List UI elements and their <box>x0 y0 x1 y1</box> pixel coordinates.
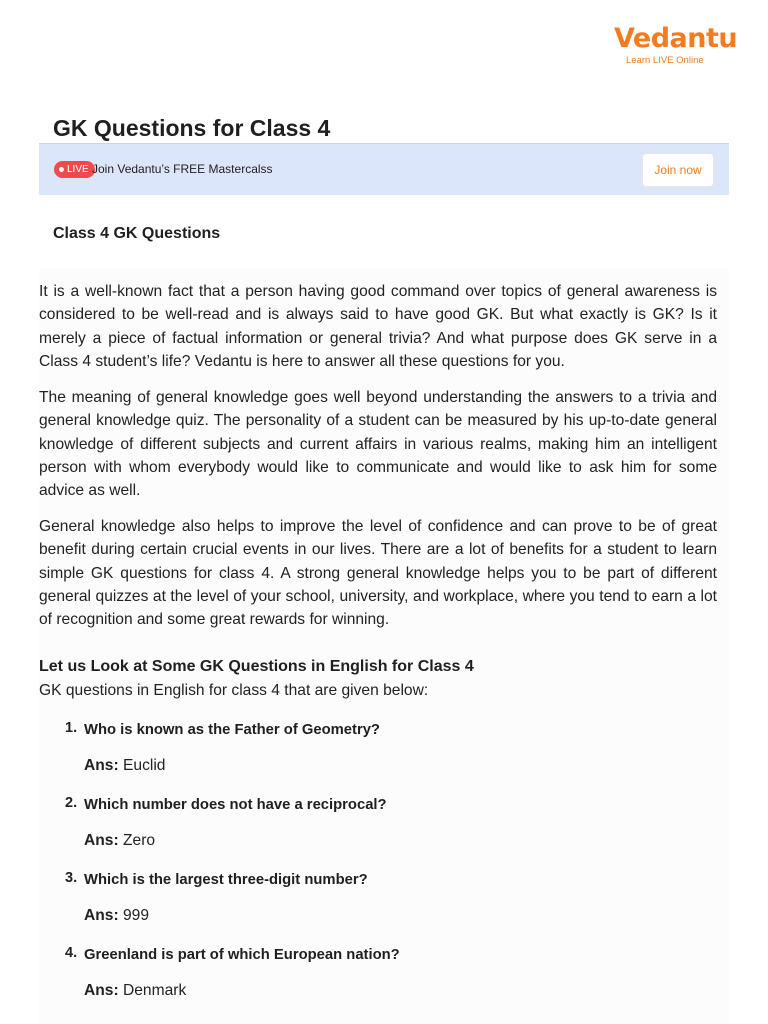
banner-text: Join Vedantu’s FREE Mastercalss <box>92 162 273 176</box>
live-dot-icon <box>59 167 64 172</box>
section-heading: Class 4 GK Questions <box>53 225 221 242</box>
question-number: 1. <box>65 720 78 736</box>
logo-tagline: Learn LIVE Online <box>626 55 704 66</box>
answer <box>84 906 149 926</box>
answer-label: Ans: <box>84 982 119 999</box>
live-badge <box>54 161 95 178</box>
vedantu-logo[interactable] <box>614 22 738 66</box>
answer-label: Ans: <box>84 907 119 924</box>
question-number: 3. <box>65 870 78 886</box>
paragraph: The meaning of general knowledge goes well beyond understanding the answers to a trivia and general knowledge quiz. The personality of a student can be measured by his up-to-date general knowledge of different subjects and current affairs in various realms, making him an intelligent person with whom everybody would like to communicate and would like to ask him for some advice as well. <box>39 389 717 500</box>
question-text: Who is known as the Father of Geometry? <box>84 722 380 738</box>
answer-text: Zero <box>123 832 156 849</box>
logo-wordmark: Vedantu <box>614 23 738 54</box>
answer-text: Euclid <box>123 757 166 774</box>
answer <box>84 756 165 776</box>
answer-text: 999 <box>123 907 150 924</box>
answer-text: Denmark <box>123 982 187 999</box>
answer-label: Ans: <box>84 832 119 849</box>
questions-intro: GK questions in English for class 4 that are given below: <box>39 682 429 699</box>
answer-label: Ans: <box>84 757 119 774</box>
masterclass-banner <box>39 143 729 195</box>
question-text: Which is the largest three-digit number? <box>84 872 368 888</box>
question-text: Which number does not have a reciprocal? <box>84 797 387 813</box>
answer <box>84 981 186 1001</box>
page-title: GK Questions for Class 4 <box>53 115 331 141</box>
question-number: 2. <box>65 795 78 811</box>
answer <box>84 831 155 851</box>
question-text: Greenland is part of which European nation? <box>84 947 400 963</box>
join-now-button[interactable]: Join now <box>642 153 714 187</box>
question-number: 4. <box>65 945 78 961</box>
questions-heading: Let us Look at Some GK Questions in English for Class 4 <box>39 658 474 675</box>
article-content <box>39 268 729 1024</box>
live-label: LIVE <box>67 164 89 175</box>
paragraph: General knowledge also helps to improve the level of confidence and can prove to be of great benefit during certain crucial events in our lives. There are a lot of benefits for a student to learn simple GK questions for class 4. A strong general knowledge helps you to be part of different general quizzes at the level of your school, university, and workplace, where you tend to earn a lot of recognition and some great rewards for winning. <box>39 518 717 629</box>
paragraph: It is a well-known fact that a person having good command over topics of general awareness is considered to be well-read and is always said to have good GK. But what exactly is GK? Is it merely a piece of factual information or general trivia? And what purpose does GK serve in a Class 4 student’s life? Vedantu is here to answer all these questions for you. <box>39 283 717 370</box>
